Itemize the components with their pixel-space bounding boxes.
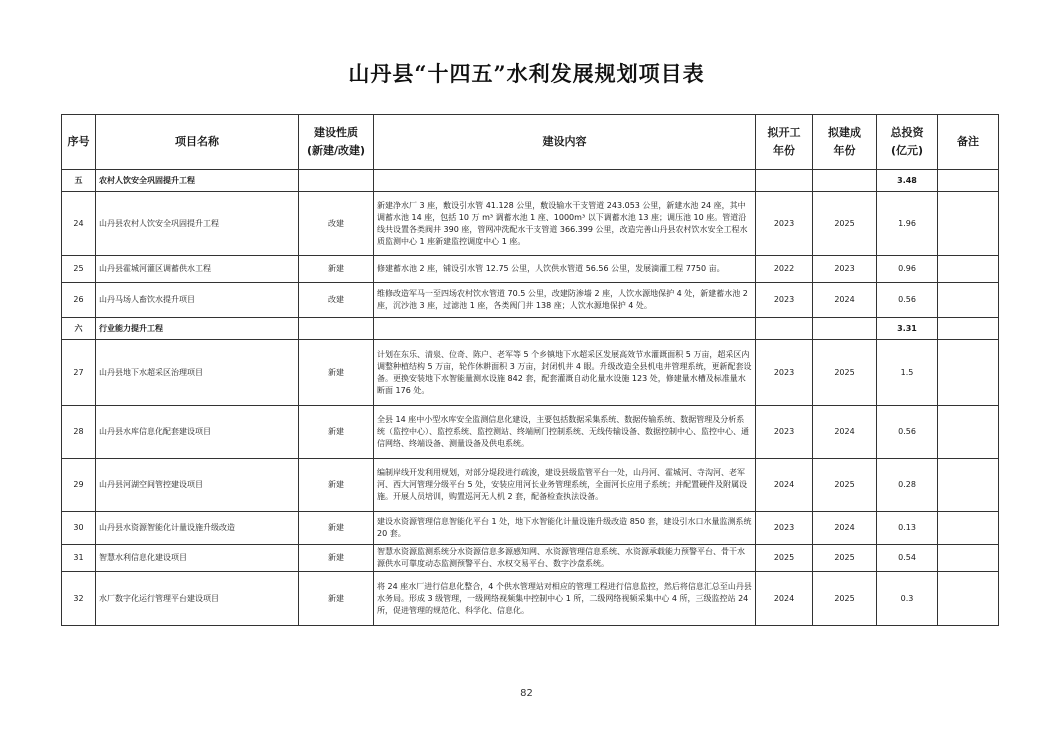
row-invest: 0.3 (877, 572, 938, 626)
row-remark (938, 572, 999, 626)
row-remark (938, 256, 999, 283)
row-invest: 0.56 (877, 406, 938, 459)
header-start-line1: 拟开工 (767, 126, 801, 140)
row-content: 计划在东乐、清泉、位奇、陈户、老军等 5 个乡镇地下水超采区发展高效节水灌溉面积 5 万亩，超采区内调整种植结构 5 万亩，轮作休耕面积 3 万亩，封闭机井 4 眼。升级改造全县机电井管理系统，更新配套设备。更换安装地下水智能量测水设施 842 套，配套灌溉自动化量水设施 123 处，修建量水槽及标准量水断面 176 处。 (374, 340, 756, 406)
table-row (62, 256, 999, 283)
section-seq: 五 (62, 170, 96, 192)
row-nature: 新建 (299, 572, 374, 626)
row-nature: 改建 (299, 192, 374, 256)
row-name: 山丹县霍城河灌区调蓄供水工程 (96, 256, 299, 283)
empty-cell (938, 170, 999, 192)
row-nature: 新建 (299, 256, 374, 283)
row-invest: 0.56 (877, 283, 938, 318)
row-seq: 28 (62, 406, 96, 459)
header-invest (877, 115, 938, 170)
row-start: 2023 (756, 406, 813, 459)
row-nature: 新建 (299, 406, 374, 459)
row-nature: 改建 (299, 283, 374, 318)
row-seq: 32 (62, 572, 96, 626)
table-row (62, 283, 999, 318)
table-row (62, 406, 999, 459)
header-end (813, 115, 877, 170)
row-content: 维修改造军马一至四场农村饮水管道 70.5 公里，改建防渗墙 2 座，人饮水源地保护 4 处，新建蓄水池 2 座，沉沙池 3 座，过滤池 1 座，各类阀门井 138 座；人饮水源地保护 4 处。 (374, 283, 756, 318)
header-nature-line2: (新建/改建) (306, 144, 366, 157)
row-seq: 24 (62, 192, 96, 256)
header-nature (299, 115, 374, 170)
table-row (62, 512, 999, 545)
row-seq: 25 (62, 256, 96, 283)
row-invest: 0.13 (877, 512, 938, 545)
row-start: 2024 (756, 459, 813, 512)
row-start: 2025 (756, 545, 813, 572)
row-remark (938, 459, 999, 512)
empty-cell (813, 170, 877, 192)
row-end: 2024 (813, 283, 877, 318)
section-seq: 六 (62, 318, 96, 340)
row-name: 山丹县农村人饮安全巩固提升工程 (96, 192, 299, 256)
row-end: 2025 (813, 545, 877, 572)
row-name: 山丹县河湖空间管控建设项目 (96, 459, 299, 512)
row-seq: 29 (62, 459, 96, 512)
row-content: 智慧水资源监测系统分水资源信息多源感知网、水资源管理信息系统、水资源承载能力预警平台、骨干水源供水可靠度动态监测预警平台、水权交易平台、数字沙盘系统。 (374, 545, 756, 572)
header-seq: 序号 (62, 115, 96, 170)
row-end: 2025 (813, 192, 877, 256)
row-invest: 0.28 (877, 459, 938, 512)
header-nature-line1: 建设性质 (314, 126, 358, 140)
row-seq: 30 (62, 512, 96, 545)
section-name: 行业能力提升工程 (96, 318, 299, 340)
row-start: 2023 (756, 340, 813, 406)
header-invest-line2: (亿元) (890, 144, 924, 157)
row-remark (938, 406, 999, 459)
empty-cell (938, 318, 999, 340)
row-remark (938, 545, 999, 572)
row-end: 2025 (813, 340, 877, 406)
row-seq: 27 (62, 340, 96, 406)
table-row (62, 459, 999, 512)
table-row (62, 340, 999, 406)
empty-cell (374, 318, 756, 340)
row-nature: 新建 (299, 459, 374, 512)
empty-cell (299, 318, 374, 340)
row-content: 将 24 座水厂进行信息化整合，4 个供水管理站对相应的管理工程进行信息监控，然后将信息汇总至山丹县水务局。形成 3 级管理，一级网络视频集中控制中心 1 所，二级网络视频采集中心 4 所，三级监控站 24 所，促进管理的规范化、科学化、信息化。 (374, 572, 756, 626)
row-content: 建设水资源管理信息智能化平台 1 处，地下水智能化计量设施升级改造 850 套，建设引水口水量监测系统 20 套。 (374, 512, 756, 545)
empty-cell (374, 170, 756, 192)
header-content: 建设内容 (374, 115, 756, 170)
section-total: 3.31 (877, 318, 938, 340)
table-row (62, 192, 999, 256)
empty-cell (299, 170, 374, 192)
header-end-line2: 年份 (833, 144, 856, 157)
row-remark (938, 192, 999, 256)
header-invest-line1: 总投资 (890, 126, 924, 140)
row-name: 智慧水利信息化建设项目 (96, 545, 299, 572)
row-nature: 新建 (299, 340, 374, 406)
section-name: 农村人饮安全巩固提升工程 (96, 170, 299, 192)
row-start: 2023 (756, 512, 813, 545)
row-start: 2023 (756, 283, 813, 318)
row-name: 山丹县地下水超采区治理项目 (96, 340, 299, 406)
row-seq: 26 (62, 283, 96, 318)
row-content: 新建净水厂 3 座，敷设引水管 41.128 公里，敷设输水干支管道 243.053 公里，新建水池 24 座，其中调蓄水池 14 座，包括 10 万 m³ 调蓄水池 1 座、1000m³ 以下调蓄水池 13 座；调压池 10 座。管道沿线共设置各类阀井 390 座，管网冲洗配水干支管道 366.399 公里，改造完善山丹县农村饮水安全工程水质监测中心 1 座新建监控调度中心 1 座。 (374, 192, 756, 256)
row-end: 2024 (813, 406, 877, 459)
row-name: 山丹县水库信息化配套建设项目 (96, 406, 299, 459)
row-nature: 新建 (299, 545, 374, 572)
row-content: 全县 14 座中小型水库安全监测信息化建设，主要包括数据采集系统、数据传输系统、数据管理及分析系统（监控中心）、监控系统、监控测站、终端闸门控制系统、无线传输设备、数据控制中心、监控中心、通信网络、终端设备、测量设备及供电系统。 (374, 406, 756, 459)
row-nature: 新建 (299, 512, 374, 545)
row-end: 2025 (813, 572, 877, 626)
project-table (61, 114, 999, 626)
page-title: 山丹县“十四五”水利发展规划项目表 (348, 61, 705, 86)
row-seq: 31 (62, 545, 96, 572)
row-start: 2022 (756, 256, 813, 283)
header-end-line1: 拟建成 (828, 126, 861, 140)
section-row (62, 170, 999, 192)
empty-cell (813, 318, 877, 340)
row-name: 山丹马场人畜饮水提升项目 (96, 283, 299, 318)
row-content: 修建蓄水池 2 座，铺设引水管 12.75 公里，人饮供水管道 56.56 公里，发展滴灌工程 7750 亩。 (374, 256, 756, 283)
table-header-row (62, 115, 999, 170)
row-remark (938, 283, 999, 318)
row-remark (938, 512, 999, 545)
page-number: 82 (520, 688, 533, 699)
row-invest: 0.96 (877, 256, 938, 283)
empty-cell (756, 170, 813, 192)
table-row (62, 572, 999, 626)
header-remark: 备注 (938, 115, 999, 170)
row-invest: 1.96 (877, 192, 938, 256)
row-start: 2024 (756, 572, 813, 626)
row-end: 2024 (813, 512, 877, 545)
row-end: 2025 (813, 459, 877, 512)
row-name: 水厂数字化运行管理平台建设项目 (96, 572, 299, 626)
row-name: 山丹县水资源智能化计量设施升级改造 (96, 512, 299, 545)
header-start-line2: 年份 (773, 144, 795, 157)
row-start: 2023 (756, 192, 813, 256)
section-total: 3.48 (877, 170, 938, 192)
row-invest: 1.5 (877, 340, 938, 406)
section-row (62, 318, 999, 340)
row-content: 编制岸线开发利用规划，对部分堤段进行疏浚，建设县级监管平台一处，山丹河、霍城河、寺沟河、老军河、西大河管理分级平台 5 处，安装应用河长业务管理系统，全面河长应用子系统；并配置硬件及附属设施。开展人员培训，购置巡河无人机 2 套，配备检查执法设备。 (374, 459, 756, 512)
table-row (62, 545, 999, 572)
row-remark (938, 340, 999, 406)
row-end: 2023 (813, 256, 877, 283)
header-start (756, 115, 813, 170)
row-invest: 0.54 (877, 545, 938, 572)
empty-cell (756, 318, 813, 340)
header-name: 项目名称 (96, 115, 299, 170)
